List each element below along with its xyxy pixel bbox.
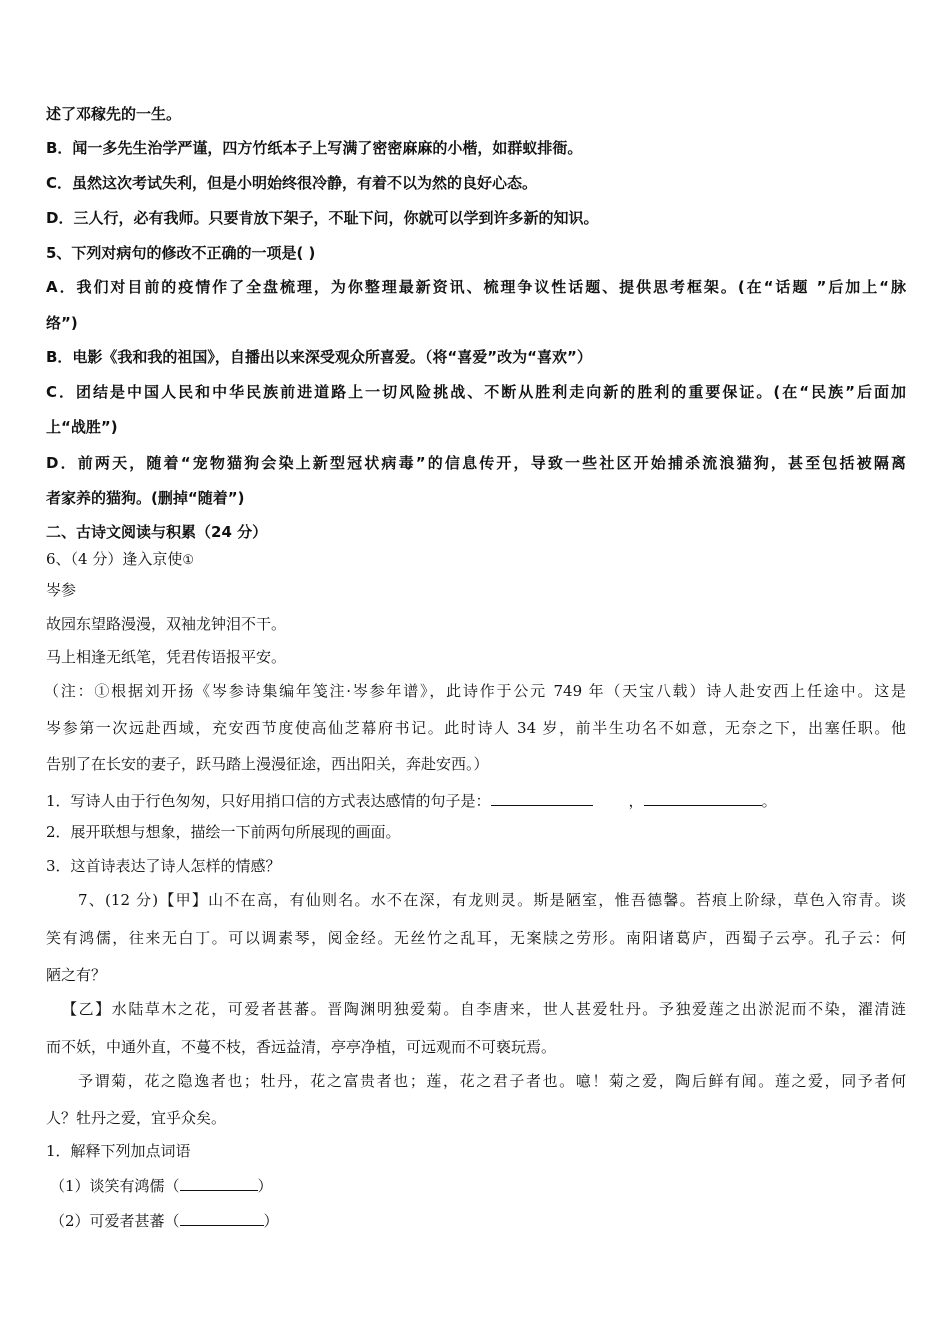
q7-para2-line1: 【乙】水陆草木之花，可爱者甚蕃。晋陶渊明独爱菊。自李唐来，世人甚爱牡丹。予独爱莲之出淤泥而不染，濯清涟 xyxy=(62,1000,906,1018)
q6-sub1-text: 1．写诗人由于行色匆匆，只好用捎口信的方式表达感情的句子是： xyxy=(46,792,491,810)
q7-item-2-close: ） xyxy=(263,1212,279,1230)
q7-item-2-label: （2）可爱者甚蕃（ xyxy=(50,1212,180,1230)
q7-item-1-label: （1）谈笑有鸿儒（ xyxy=(50,1177,180,1195)
poem-note-line1: （注：①根据刘开扬《岑参诗集编年笺注·岑参年谱》，此诗作于公元 749 年（天宝八载）诗人赴安西上任途中。这是 xyxy=(44,682,906,700)
q4-option-b: B．闻一多先生治学严谨，四方竹纸本子上写满了密密麻麻的小楷，如群蚁排衙。 xyxy=(46,139,583,157)
q4-option-d: D．三人行，必有我师。只要肯放下架子，不耻下问，你就可以学到许多新的知识。 xyxy=(46,209,599,227)
footnote-mark: ① xyxy=(182,553,195,568)
q7-item-1 xyxy=(50,1174,910,1196)
poem-line-1: 故园东望路漫漫，双袖龙钟泪不干。 xyxy=(46,615,287,633)
q6-sub1 xyxy=(46,789,906,811)
q6-sub3: 3．这首诗表达了诗人怎样的情感？ xyxy=(46,857,281,875)
answer-blank-1[interactable] xyxy=(491,789,593,806)
q6-sub1-period: 。 xyxy=(761,792,777,810)
q4-continuation-line: 述了邓稼先的一生。 xyxy=(46,105,182,123)
poem-line-2: 马上相逢无纸笔，凭君传语报平安。 xyxy=(46,648,287,666)
q7-item-1-close: ） xyxy=(257,1177,273,1195)
q5-option-d-line2: 者家养的猫狗。(删掉“随着”) xyxy=(46,489,245,507)
q6-stem-text: 6、（4 分）逢入京使 xyxy=(46,550,183,568)
q7-para2-line2: 而不妖，中通外直，不蔓不枝，香远益清，亭亭净植，可远观而不可亵玩焉。 xyxy=(46,1038,557,1056)
poem-note-line3: 告别了在长安的妻子，跃马踏上漫漫征途，西出阳关，奔赴安西。） xyxy=(46,755,489,773)
q7-para3-line1: 予谓菊，花之隐逸者也；牡丹，花之富贵者也；莲，花之君子者也。噫！菊之爱，陶后鲜有闻。莲之爱，同予者何 xyxy=(78,1072,906,1090)
q5-stem: 5、下列对病句的修改不正确的一项是( ) xyxy=(46,244,316,262)
poem-author: 岑参 xyxy=(46,581,77,599)
q7-item-2 xyxy=(50,1209,910,1231)
q7-para1-line2: 笑有鸿儒，往来无白丁。可以调素琴，阅金经。无丝竹之乱耳，无案牍之劳形。南阳诸葛庐，西蜀子云亭。孔子云：何 xyxy=(46,929,906,947)
q7-para1-line1: 7、(12 分)【甲】山不在高，有仙则名。水不在深，有龙则灵。斯是陋室，惟吾德馨。苔痕上阶绿，草色入帘青。谈 xyxy=(78,891,906,909)
q6-sub2: 2．展开联想与想象，描绘一下前两句所展现的画面。 xyxy=(46,823,401,841)
q5-option-b: B．电影《我和我的祖国》，自播出以来深受观众所喜爱。（将“喜爱”改为“喜欢”） xyxy=(46,348,592,366)
q6-sub1-comma: ， xyxy=(628,792,644,810)
q4-option-c: C．虽然这次考试失利，但是小明始终很冷静，有着不以为然的良好心态。 xyxy=(46,174,538,192)
answer-blank-3[interactable] xyxy=(180,1174,258,1191)
q5-option-d-line1: D．前两天，随着“宠物猫狗会染上新型冠状病毒”的信息传开，导致一些社区开始捕杀流浪猫狗，甚至包括被隔离 xyxy=(46,454,906,472)
q5-option-a-line1: A．我们对目前的疫情作了全盘梳理，为你整理最新资讯、梳理争议性话题、提供思考框架。(在“话题 ”后加上“脉 xyxy=(46,278,906,296)
q5-option-c-line2: 上“战胜”) xyxy=(46,418,118,436)
q7-para1-line3: 陋之有？ xyxy=(46,966,107,984)
q5-option-c-line1: C．团结是中国人民和中华民族前进道路上一切风险挑战、不断从胜利走向新的胜利的重要保证。(在“民族”后面加 xyxy=(46,383,906,401)
q7-sub1: 1．解释下列加点词语 xyxy=(46,1142,191,1160)
answer-blank-4[interactable] xyxy=(180,1209,264,1226)
q6-stem xyxy=(46,549,906,571)
answer-blank-2[interactable] xyxy=(644,789,762,806)
q7-para3-line2: 人？牡丹之爱，宜乎众矣。 xyxy=(46,1109,227,1127)
q5-option-a-line2: 络”) xyxy=(46,314,78,332)
poem-note-line2: 岑参第一次远赴西域，充安西节度使高仙芝幕府书记。此时诗人 34 岁，前半生功名不如意，无奈之下，出塞任职。他 xyxy=(46,719,906,737)
section-title: 二、古诗文阅读与积累（24 分） xyxy=(46,523,268,541)
